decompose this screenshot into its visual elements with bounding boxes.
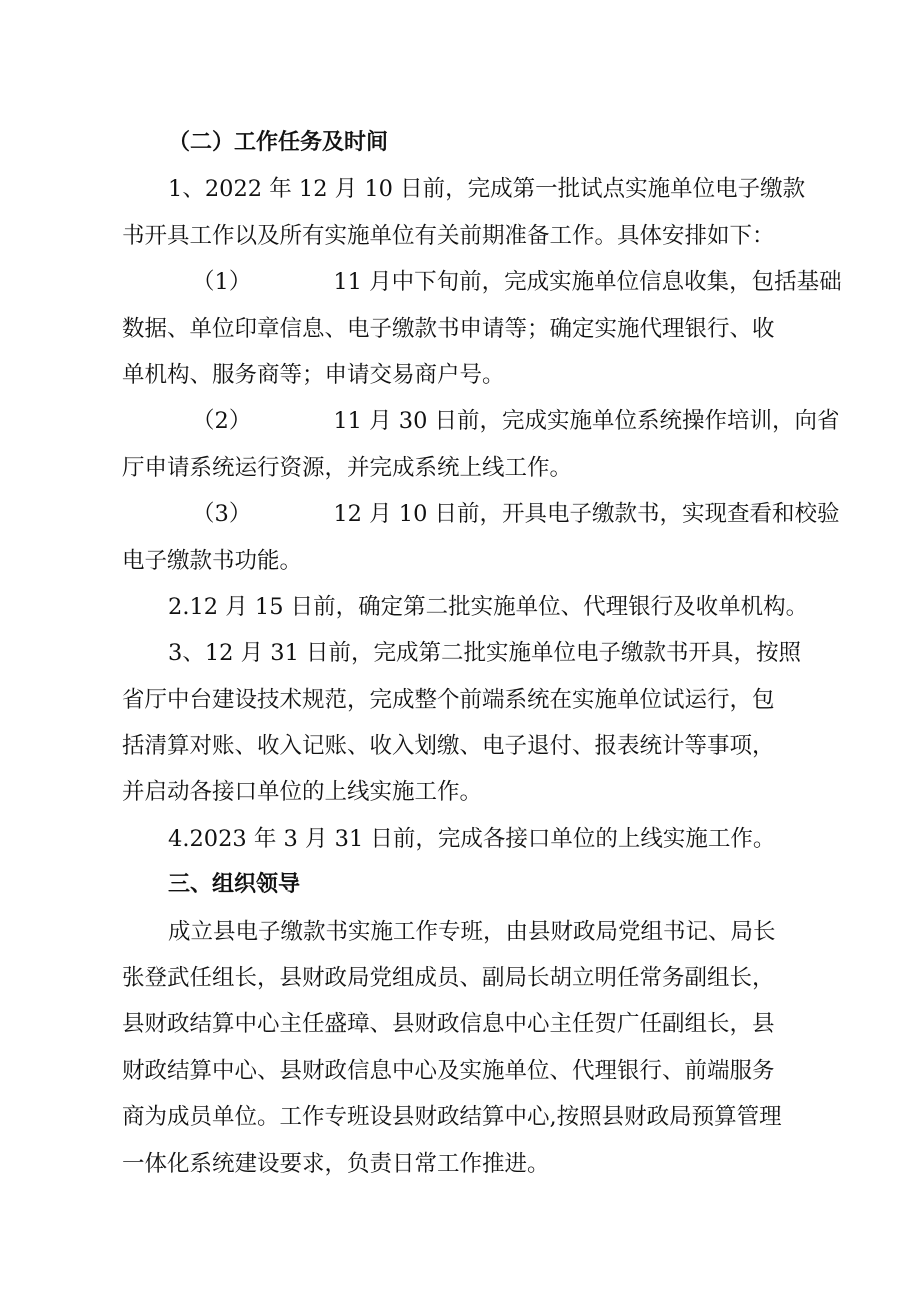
sub3-line2: 电子缴款书功能。 (122, 547, 303, 574)
sub3-text: 12 月 10 日前，开具电子缴款书，实现查看和校验 (333, 501, 840, 528)
sub2-line1 (122, 398, 840, 444)
sub1-marker: （1） (192, 269, 252, 296)
org-line6: 一体化系统建设要求，负责日常工作推进。 (122, 1150, 550, 1177)
org-line3: 县财政结算中心主任盛璋、县财政信息中心主任贺广任副组长，县 (122, 1011, 775, 1038)
section-heading-org: 三、组织领导 (168, 872, 301, 898)
item4-line1: 4.2023 年 3 月 31 日前，完成各接口单位的上线实施工作。 (168, 825, 776, 852)
section-heading-tasks: （二）工作任务及时间 (168, 130, 389, 155)
sub3-line1 (122, 491, 840, 537)
org-line2: 张登武任组长，县财政局党组成员、副局长胡立明任常务副组长， (122, 965, 775, 992)
org-line1: 成立县电子缴款书实施工作专班，由县财政局党组书记、局长 (168, 918, 776, 945)
sub2-marker: （2） (192, 408, 252, 435)
item1-line2: 书开具工作以及所有实施单位有关前期准备工作。具体安排如下： (122, 222, 775, 249)
sub1-line3: 单机构、服务商等；申请交易商户号。 (122, 361, 505, 388)
item2-line1: 2.12 月 15 日前，确定第二批实施单位、代理银行及收单机构。 (168, 593, 809, 620)
item3-line2: 省厅中台建设技术规范，完成整个前端系统在实施单位试运行，包 (122, 686, 775, 713)
sub2-line2: 厅申请系统运行资源，并完成系统上线工作。 (122, 454, 573, 481)
item3-line4: 并启动各接口单位的上线实施工作。 (122, 779, 483, 806)
org-line5: 商为成员单位。工作专班设县财政结算中心,按照县财政局预算管理 (122, 1104, 782, 1131)
item1-line1: 1、2022 年 12 月 10 日前，完成第一批试点实施单位电子缴款 (168, 176, 806, 203)
document-body (122, 120, 842, 1187)
sub1-line2: 数据、单位印章信息、电子缴款书申请等；确定实施代理银行、收 (122, 315, 775, 342)
sub3-marker: （3） (192, 501, 252, 528)
item3-line1: 3、12 月 31 日前，完成第二批实施单位电子缴款书开具，按照 (168, 640, 802, 667)
item3-line3: 括清算对账、收入记账、收入划缴、电子退付、报表统计等事项， (122, 733, 775, 760)
org-line4: 财政结算中心、县财政信息中心及实施单位、代理银行、前端服务 (122, 1057, 775, 1084)
sub1-line1 (122, 259, 842, 305)
sub2-text: 11 月 30 日前，完成实施单位系统操作培训，向省 (333, 408, 840, 435)
sub1-text: 11 月中下旬前，完成实施单位信息收集，包括基础 (333, 269, 842, 296)
